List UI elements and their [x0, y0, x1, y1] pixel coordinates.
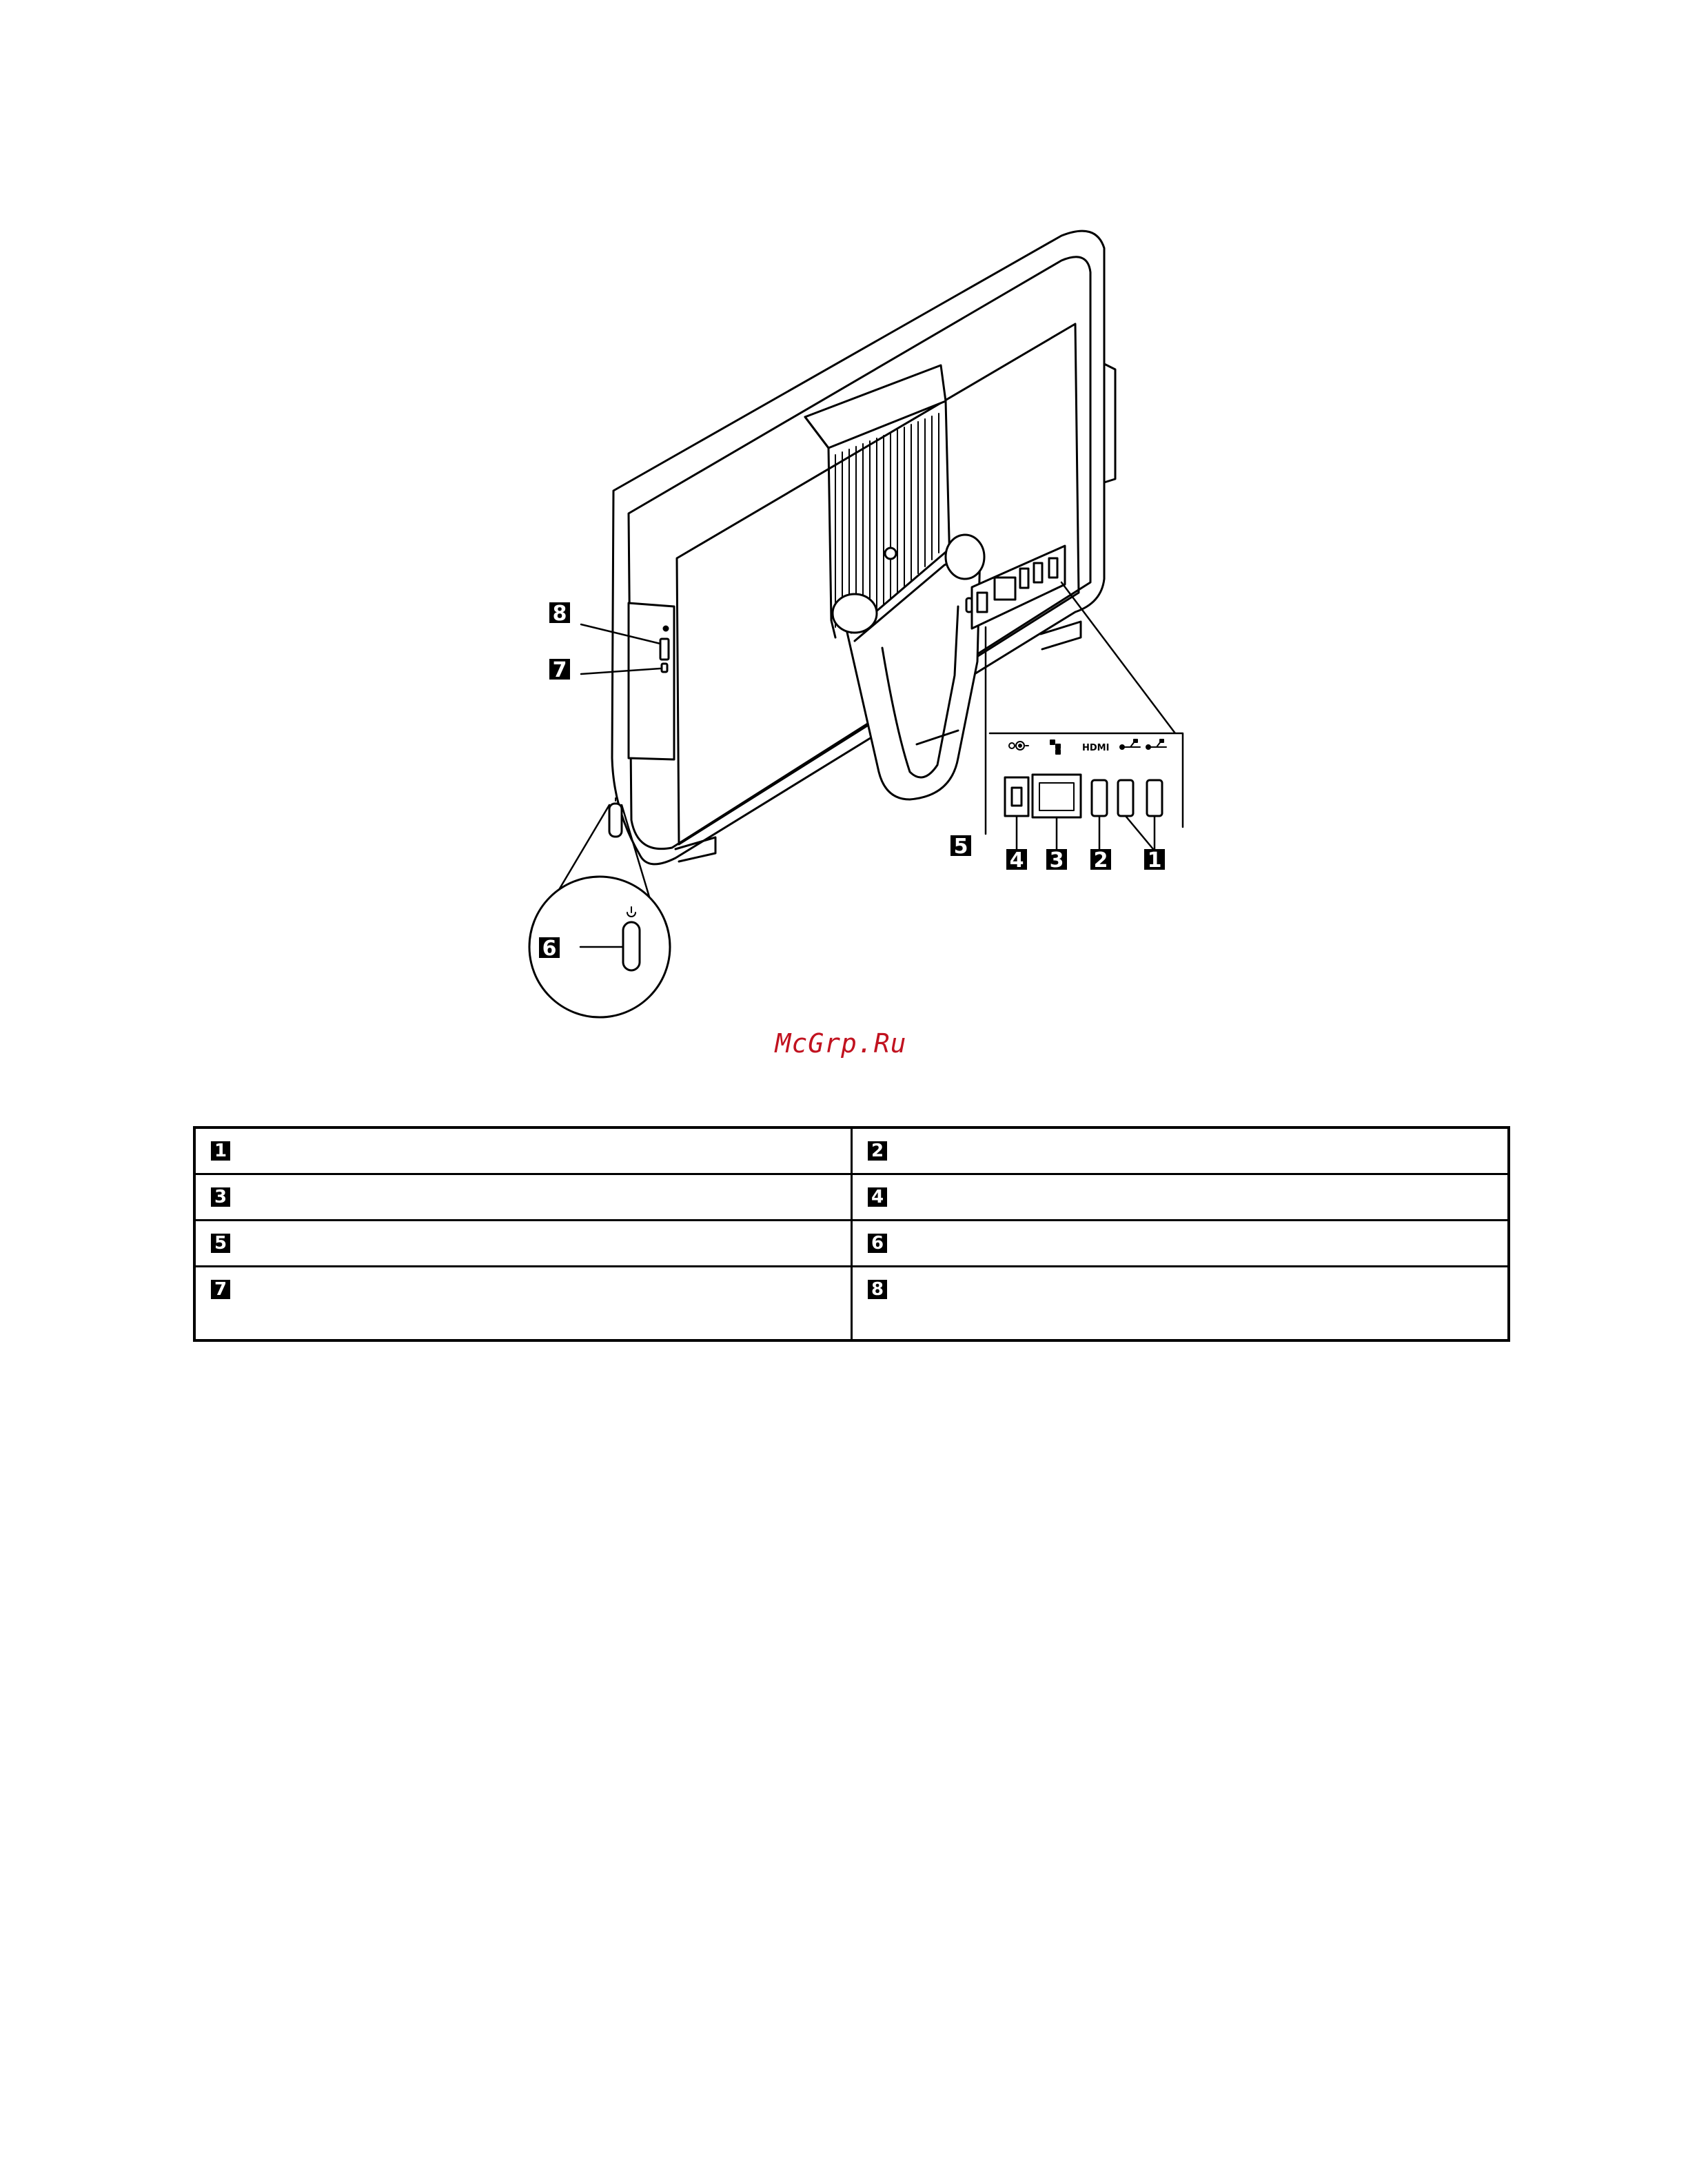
legend-cell: 4: [852, 1174, 1509, 1221]
svg-text:8: 8: [552, 602, 567, 626]
svg-text:4: 4: [1009, 848, 1024, 872]
watermark: McGrp.Ru: [775, 1028, 907, 1059]
svg-text:7: 7: [552, 658, 567, 682]
rear-port-panel-detail: [990, 733, 1183, 849]
legend-row: [194, 1174, 1509, 1221]
legend-row: [194, 1267, 1509, 1341]
power-button-small[interactable]: [609, 804, 622, 837]
legend-cell: 3: [194, 1174, 852, 1221]
legend-row: [194, 1221, 1509, 1267]
legend-row: [194, 1127, 1509, 1174]
legend-cell: 6: [852, 1221, 1509, 1267]
legend-table: [193, 1126, 1510, 1342]
legend-cell: 2: [852, 1127, 1509, 1174]
svg-text:1: 1: [1147, 848, 1162, 872]
svg-text:6: 6: [542, 937, 557, 961]
svg-text:3: 3: [1049, 848, 1064, 872]
legend-cell: 8: [852, 1267, 1509, 1341]
legend-cell: 7: [194, 1267, 852, 1341]
legend-cell: 1: [194, 1127, 852, 1174]
svg-text:5: 5: [953, 835, 968, 859]
svg-text:2: 2: [1093, 848, 1108, 872]
optical-drive-bay: [629, 603, 674, 759]
hdmi-icon: HDMI: [1082, 743, 1110, 753]
legend-cell: 5: [194, 1221, 852, 1267]
